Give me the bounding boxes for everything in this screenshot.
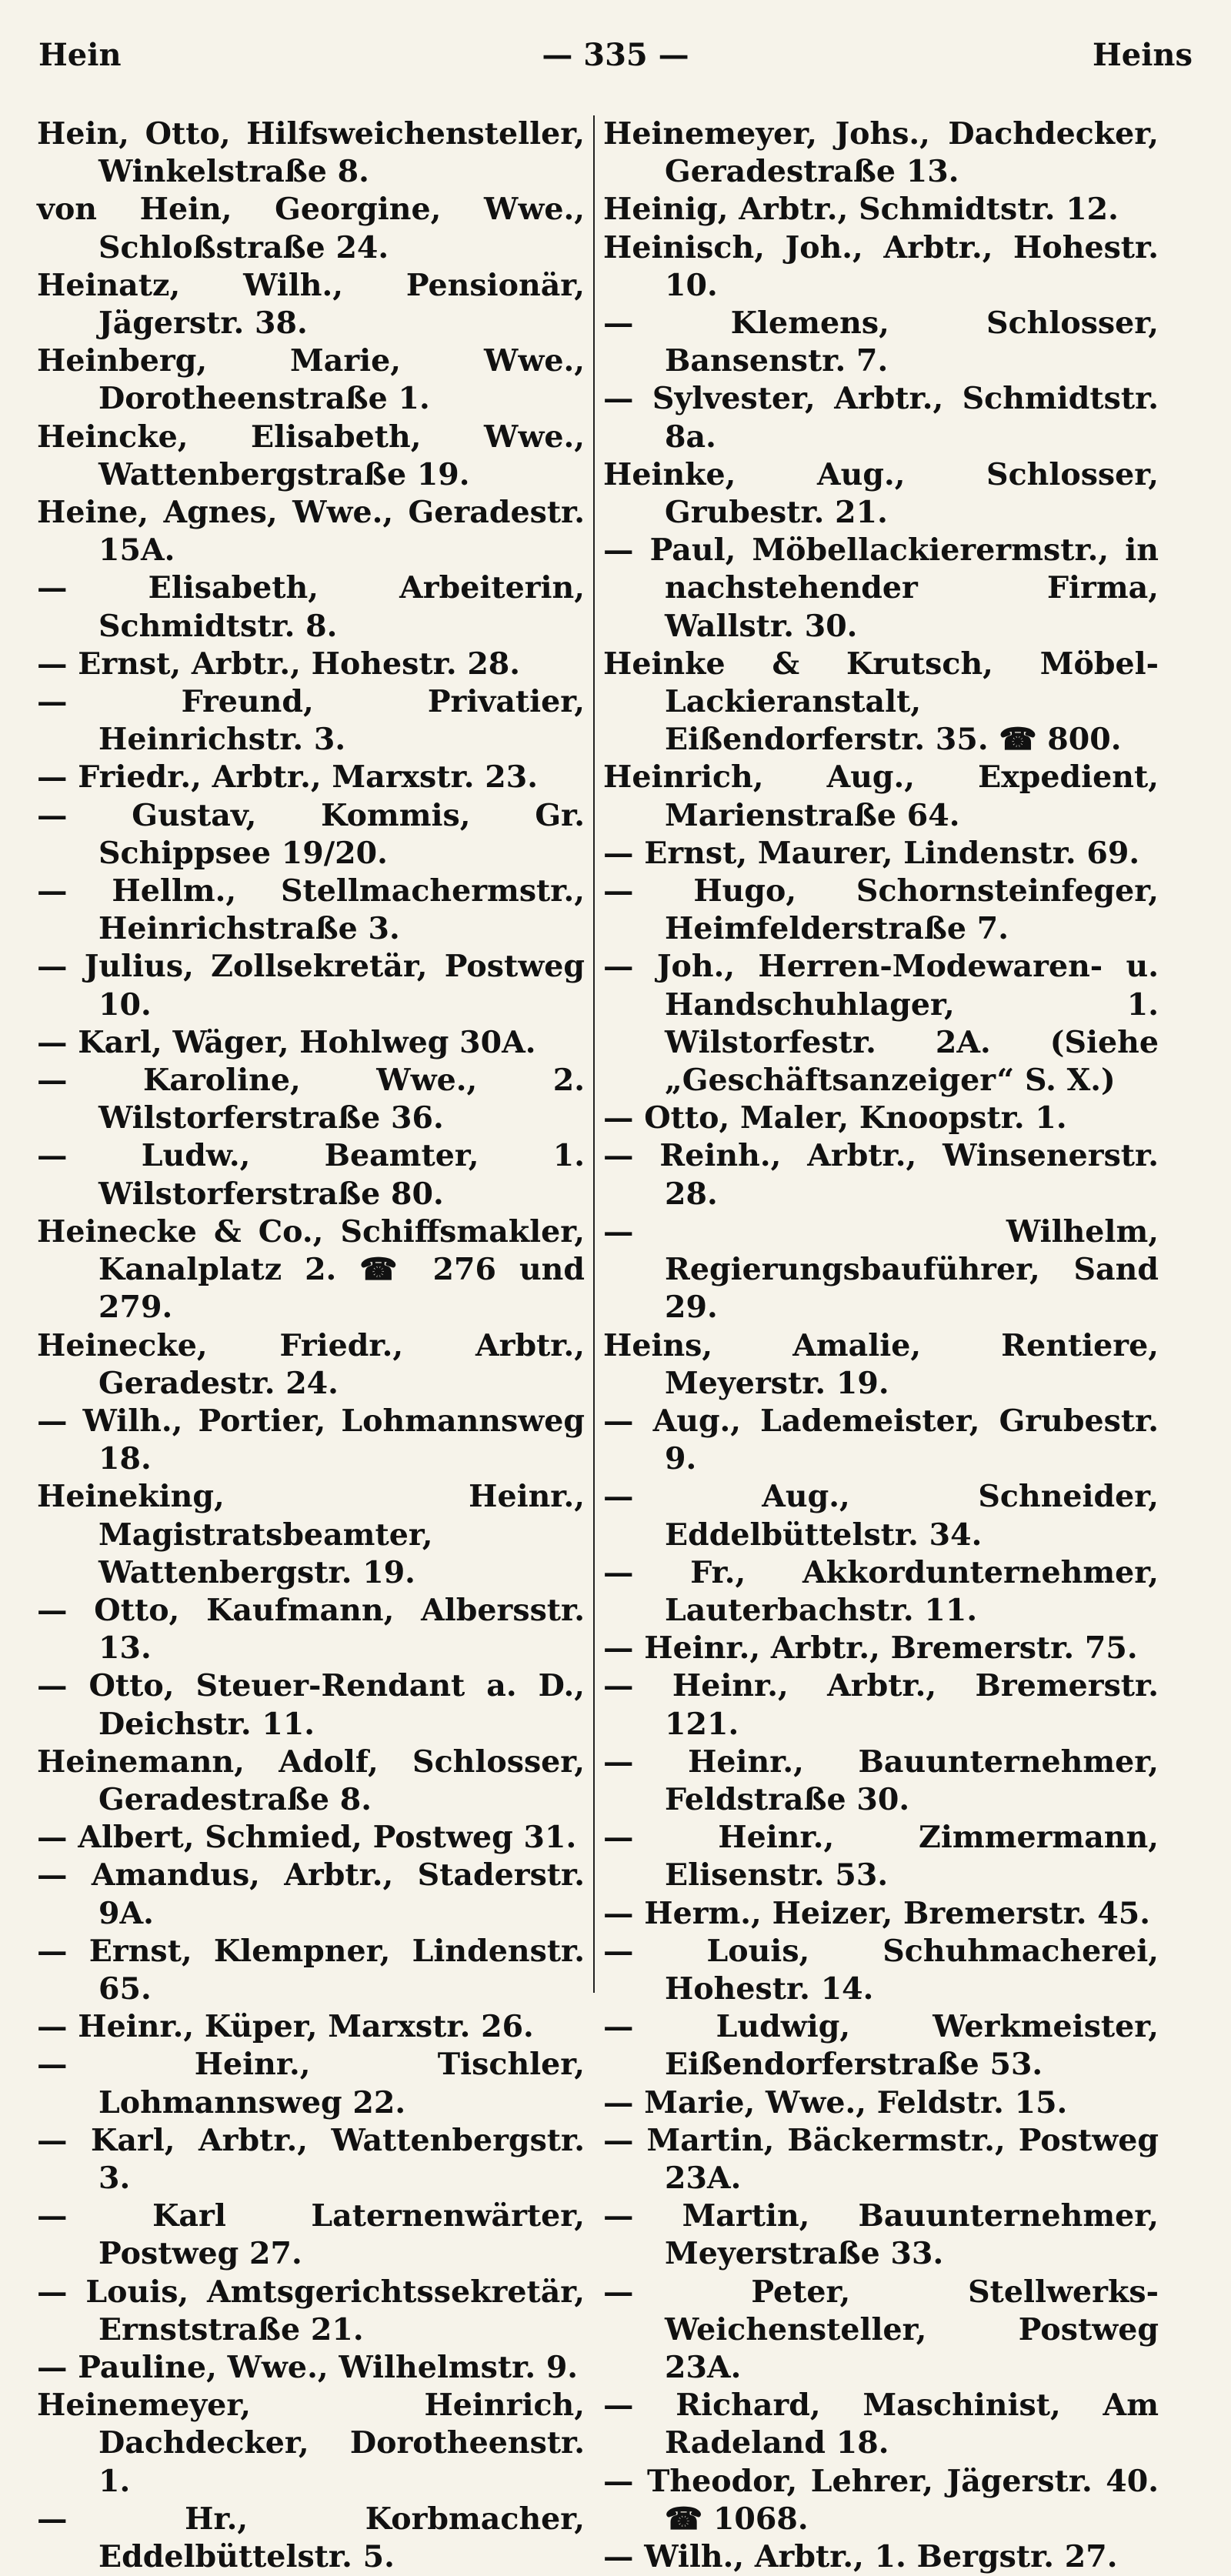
directory-entry: — Karl, Arbtr., Wattenbergstr. 3. <box>37 2122 585 2196</box>
directory-entry: Heineking, Heinr., Magistratsbeamter, Wattenbergstr. 19. <box>37 1479 585 1590</box>
directory-entry: Heinatz, Wilh., Pensionär, Jägerstr. 38. <box>37 267 585 342</box>
directory-entry: Heinemann, Adolf, Schlosser, Geradestraße 8. <box>37 1743 585 1817</box>
directory-entry: Heinemeyer, Johs., Dachdecker, Geradestraße 13. <box>603 116 1159 190</box>
directory-entry: Heinke, Aug., Schlosser, Grubestr. 21. <box>603 456 1159 531</box>
directory-entry: — Herm., Heizer, Bremerstr. 45. <box>603 1895 1150 1931</box>
directory-entry: — Karoline, Wwe., 2. Wilstorferstraße 36. <box>37 1063 585 1136</box>
page-number: — 335 — <box>542 37 689 73</box>
running-head-left: Hein <box>38 37 122 73</box>
directory-entry: von Hein, Georgine, Wwe., Schloßstraße 24. <box>37 192 585 265</box>
directory-entry: Heinisch, Joh., Arbtr., Hohestr. 10. <box>603 229 1159 303</box>
directory-entry: — Karl, Wäger, Hohlweg 30A. <box>37 1024 536 1060</box>
directory-entry: Heinke & Krutsch, Möbel-Lackieranstalt, Eißendorferstr. 35. ☎ 800. <box>603 646 1159 758</box>
directory-entry: — Hr., Korbmacher, Eddelbüttelstr. 5. <box>37 2501 585 2574</box>
directory-entry: Heins, Amalie, Rentiere, Meyerstr. 19. <box>603 1327 1159 1401</box>
directory-entry: — Elisabeth, Arbeiterin, Schmidtstr. 8. <box>37 570 585 644</box>
directory-entry: Heinecke, Friedr., Arbtr., Geradestr. 24. <box>37 1327 585 1401</box>
directory-entry: Heinrich, Aug., Expedient, Marienstraße 64. <box>603 759 1159 833</box>
directory-entry: — Ernst, Arbtr., Hohestr. 28. <box>37 646 521 682</box>
directory-entry: — Reinh., Arbtr., Winsenerstr. 28. <box>603 1138 1159 1212</box>
directory-entry: — Hellm., Stellmachermstr., Heinrichstraße 3. <box>37 873 585 947</box>
directory-entry: Heine, Agnes, Wwe., Geradestr. 15A. <box>37 495 585 569</box>
directory-entry: — Otto, Kaufmann, Albersstr. 13. <box>37 1592 585 1667</box>
directory-entry: Heinberg, Marie, Wwe., Dorotheenstraße 1. <box>37 343 585 417</box>
directory-entry: — Heinr., Bauunternehmer, Feldstraße 30. <box>603 1743 1159 1817</box>
directory-entry: Heincke, Elisabeth, Wwe., Wattenbergstraße 19. <box>37 419 585 492</box>
directory-entry: — Heinr., Tischler, Lohmannsweg 22. <box>37 2047 585 2121</box>
directory-entry: — Julius, Zollsekretär, Postweg 10. <box>37 949 585 1023</box>
directory-entry: Heinecke & Co., Schiffsmakler, Kanalplatz 2. ☎ 276 und 279. <box>37 1213 585 1326</box>
directory-entry: — Klemens, Schlosser, Bansenstr. 7. <box>603 305 1159 379</box>
directory-entry: — Ernst, Klempner, Lindenstr. 65. <box>37 1933 585 2007</box>
directory-entry: — Albert, Schmied, Postweg 31. <box>37 1820 577 1856</box>
directory-entry: — Louis, Amtsgerichtssekretär, Ernststraße 21. <box>37 2274 585 2347</box>
directory-entry: — Hugo, Schornsteinfeger, Heimfelderstraße 7. <box>603 873 1159 947</box>
directory-entry: — Heinr., Küper, Marxstr. 26. <box>37 2009 534 2045</box>
directory-entry: Heinig, Arbtr., Schmidtstr. 12. <box>603 192 1119 228</box>
directory-entry: — Peter, Stellwerks-Weichensteller, Postweg 23A. <box>603 2274 1159 2385</box>
directory-entry: — Ernst, Maurer, Lindenstr. 69. <box>603 835 1140 871</box>
directory-entry: Hein, Otto, Hilfsweichensteller, Winkelstraße 8. <box>37 116 585 190</box>
directory-entry: — Heinr., Zimmermann, Elisenstr. 53. <box>603 1820 1159 1894</box>
directory-entry: — Wilh., Portier, Lohmannsweg 18. <box>37 1403 585 1477</box>
directory-entry: — Friedr., Arbtr., Marxstr. 23. <box>37 759 538 796</box>
directory-entry: — Louis, Schuhmacherei, Hohestr. 14. <box>603 1933 1159 2007</box>
directory-entry: — Joh., Herren-Modewaren- u. Handschuhlager, 1. Wilstorfestr. 2A. (Siehe „Geschäftsanzeiger“ S. X.) <box>603 949 1159 1099</box>
directory-entry: — Ludw., Beamter, 1. Wilstorferstraße 80. <box>37 1138 585 1212</box>
directory-entry: — Aug., Lademeister, Grubestr. 9. <box>603 1403 1159 1477</box>
directory-entry: — Aug., Schneider, Eddelbüttelstr. 34. <box>603 1479 1159 1553</box>
directory-entry: — Paul, Möbellackierermstr., in nachstehender Firma, Wallstr. 30. <box>603 532 1159 644</box>
directory-entry: — Amandus, Arbtr., Staderstr. 9A. <box>37 1857 585 1931</box>
directory-entry: — Richard, Maschinist, Am Radeland 18. <box>603 2387 1159 2461</box>
directory-entry: — Wilh., Arbtr., 1. Bergstr. 27. <box>603 2539 1118 2574</box>
directory-entry: — Gustav, Kommis, Gr. Schippsee 19/20. <box>37 797 585 871</box>
directory-entry: — Ludwig, Werkmeister, Eißendorferstraße 53. <box>603 2009 1159 2083</box>
left-column <box>37 115 585 2574</box>
right-column <box>603 115 1159 2574</box>
directory-entry: — Martin, Bäckermstr., Postweg 23A. <box>603 2122 1159 2196</box>
directory-entry: — Theodor, Lehrer, Jägerstr. 40. ☎ 1068. <box>603 2463 1159 2537</box>
page-header <box>38 37 1193 83</box>
running-head-right: Heins <box>1092 37 1193 73</box>
column-divider <box>593 115 595 1993</box>
directory-entry: — Otto, Maler, Knoopstr. 1. <box>603 1100 1067 1136</box>
directory-entry: — Heinr., Arbtr., Bremerstr. 121. <box>603 1668 1159 1742</box>
directory-entry: — Karl Laternenwärter, Postweg 27. <box>37 2198 585 2272</box>
directory-entry: — Martin, Bauunternehmer, Meyerstraße 33. <box>603 2198 1159 2272</box>
directory-entry: — Wilhelm, Regierungsbauführer, Sand 29. <box>603 1213 1159 1326</box>
directory-entry: — Pauline, Wwe., Wilhelmstr. 9. <box>37 2349 579 2385</box>
directory-entry: Heinemeyer, Heinrich, Dachdecker, Dorotheenstr. 1. <box>37 2387 585 2499</box>
directory-entry: — Freund, Privatier, Heinrichstr. 3. <box>37 684 585 758</box>
directory-entry: — Sylvester, Arbtr., Schmidtstr. 8a. <box>603 381 1159 455</box>
directory-entry: — Fr., Akkordunternehmer, Lauterbachstr. 11. <box>603 1554 1159 1628</box>
directory-entry: — Heinr., Arbtr., Bremerstr. 75. <box>603 1630 1138 1667</box>
directory-entry: — Otto, Steuer-Rendant a. D., Deichstr. 11. <box>37 1668 585 1742</box>
directory-entry: — Marie, Wwe., Feldstr. 15. <box>603 2084 1068 2121</box>
